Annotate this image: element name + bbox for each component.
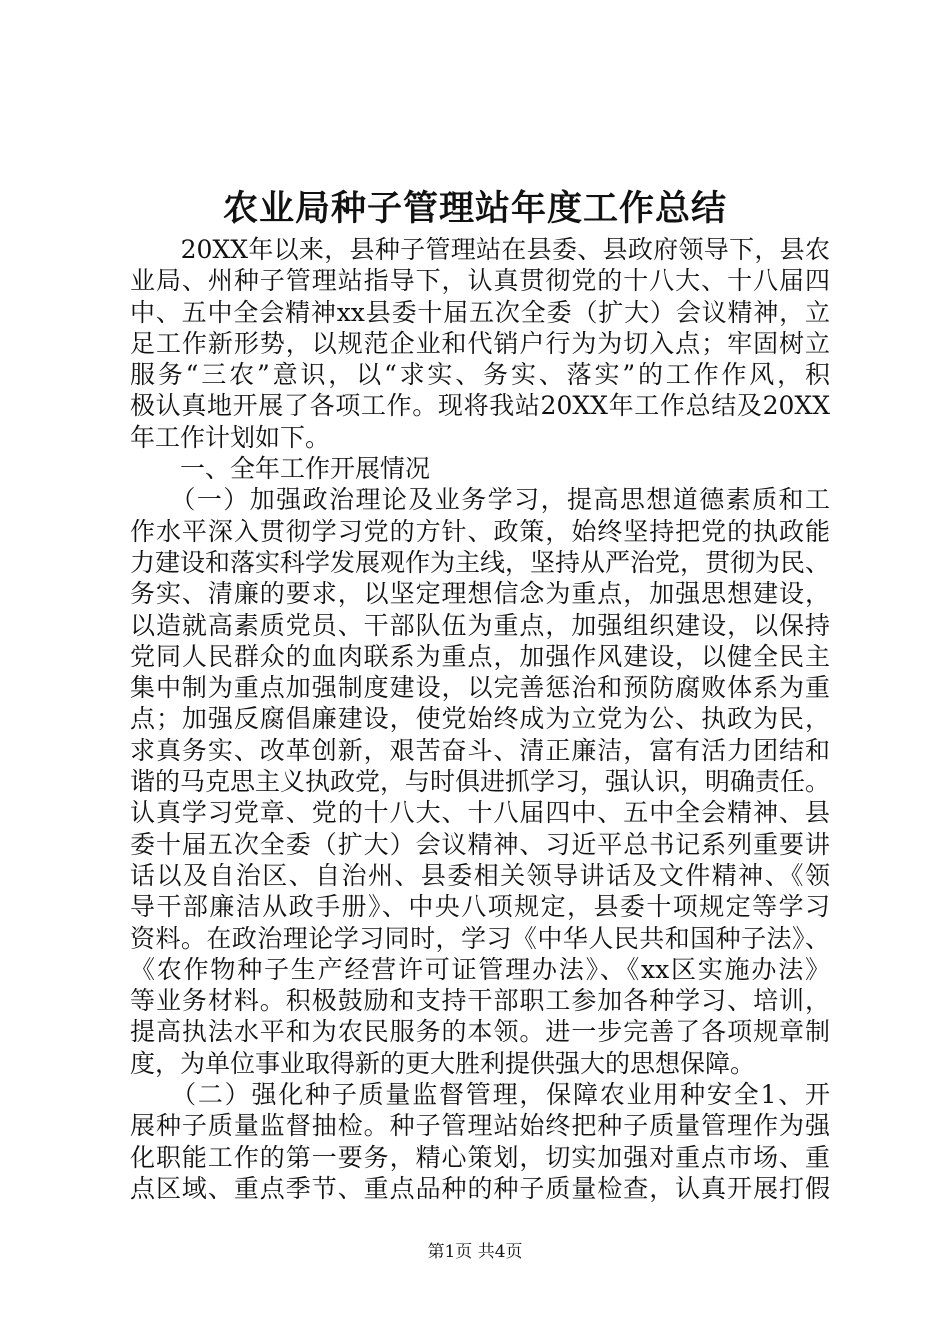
document-body xyxy=(130,234,830,1204)
body-line: 话以及自治区、自治州、县委相关领导讲话及文件精神、《领 xyxy=(130,860,830,890)
body-line: 以造就高素质党员、干部队伍为重点，加强组织建设，以保持 xyxy=(130,610,830,640)
body-line: 提高执法水平和为农民服务的本领。进一步完善了各项规章制 xyxy=(130,1017,830,1047)
body-line: 党同人民群众的血肉联系为重点，加强作风建设，以健全民主 xyxy=(130,641,830,671)
body-line: 极认真地开展了各项工作。现将我站20XX年工作总结及20XX xyxy=(130,391,830,421)
body-line: 求真务实、改革创新，艰苦奋斗、清正廉洁，富有活力团结和 xyxy=(130,735,830,765)
body-line: 中、五中全会精神xx县委十届五次全委（扩大）会议精神，立 xyxy=(130,297,830,327)
body-line: 20XX年以来，县种子管理站在县委、县政府领导下，县农 xyxy=(130,235,830,264)
body-line: 一、全年工作开展情况 xyxy=(130,454,431,484)
body-line: 务实、清廉的要求，以坚定理想信念为重点，加强思想建设， xyxy=(130,579,830,609)
body-line: 作水平深入贯彻学习党的方针、政策，始终坚持把党的执政能 xyxy=(130,516,830,546)
body-line: 业局、州种子管理站指导下，认真贯彻党的十八大、十八届四 xyxy=(130,266,830,296)
body-line: 力建设和落实科学发展观作为主线，坚持从严治党，贯彻为民、 xyxy=(130,547,831,577)
body-line: （一）加强政治理论及业务学习，提高思想道德素质和工 xyxy=(130,485,830,515)
body-line: 《农作物种子生产经营许可证管理办法》、《xx区实施办法》 xyxy=(130,954,830,984)
body-line: 足工作新形势，以规范企业和代销户行为为切入点；牢固树立 xyxy=(130,328,830,358)
body-line: （二）强化种子质量监督管理，保障农业用种安全1、开 xyxy=(130,1080,830,1110)
body-line: 度，为单位事业取得新的更大胜利提供强大的思想保障。 xyxy=(130,1048,756,1078)
body-line: 化职能工作的第一要务，精心策划，切实加强对重点市场、重 xyxy=(130,1142,830,1172)
body-line: 服务“三农”意识，以“求实、务实、落实”的工作作风，积 xyxy=(130,360,830,390)
page-footer: 第1页 共4页 xyxy=(427,1242,523,1262)
body-line: 点区域、重点季节、重点品种的种子质量检查，认真开展打假 xyxy=(130,1173,830,1203)
body-line: 点；加强反腐倡廉建设，使党始终成为立党为公、执政为民， xyxy=(130,704,830,734)
body-line: 等业务材料。积极鼓励和支持干部职工参加各种学习、培训， xyxy=(130,986,830,1016)
body-line: 年工作计划如下。 xyxy=(130,422,331,452)
body-line: 导干部廉洁从政手册》、中央八项规定，县委十项规定等学习 xyxy=(130,892,830,922)
body-line: 展种子质量监督抽检。种子管理站始终把种子质量管理作为强 xyxy=(130,1111,830,1141)
body-line: 集中制为重点加强制度建设，以完善惩治和预防腐败体系为重 xyxy=(130,673,830,703)
body-line: 资料。在政治理论学习同时，学习《中华人民共和国种子法》、 xyxy=(130,923,830,953)
body-line: 委十届五次全委（扩大）会议精神、习近平总书记系列重要讲 xyxy=(130,829,830,859)
body-line: 认真学习党章、党的十八大、十八届四中、五中全会精神、县 xyxy=(130,798,830,828)
body-line: 谐的马克思主义执政党，与时俱进抓学习，强认识，明确责任。 xyxy=(130,767,831,797)
document-title: 农业局种子管理站年度工作总结 xyxy=(222,188,727,229)
